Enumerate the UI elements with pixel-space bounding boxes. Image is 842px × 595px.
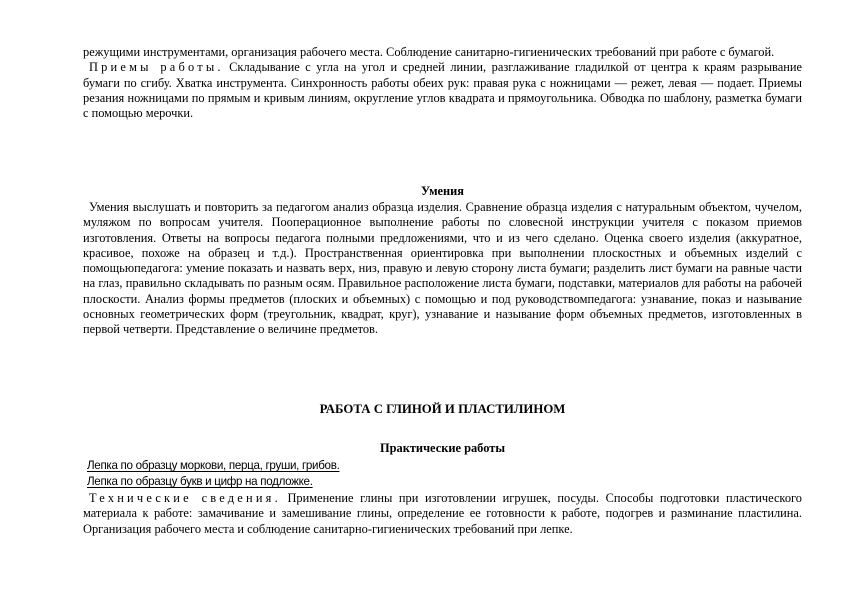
section-skills <box>83 200 802 338</box>
technical-info-lead: Технические сведения. <box>89 491 281 505</box>
practical-works-heading: Практические работы <box>379 441 505 455</box>
paragraph-paper-tools: режущими инструментами, организация рабочего места. Соблюдение санитарно-гигиенических требований при работе с бумагой. <box>83 45 775 59</box>
section-paper-work <box>83 45 802 121</box>
technical-info-text: Применение глины при изготовлении игрушек, посуды. Способы подготовки пластического материала к работе: замачивание и замешивание глины, определение ее готовности к работе, подогрев и разминание пластилина. Организация рабочего места и соблюдение санитарно-гигиенических требований при лепке. <box>83 491 802 536</box>
work-methods-text: Складывание с угла на угол и средней линии, разглаживание гладилкой от центра к краям разрывание бумаги по сгибу. Хватка инструмента. Синхронность работы обеих рук: правая рука с ножницами — режет, левая — подает. Приемы резания ножницами по прямым и кривым линиям, округление углов квадрата и прямоугольника. Обводка по шаблону, разметка бумаги с помощью мерочки. <box>83 60 802 121</box>
paragraph-technical-info <box>83 491 802 537</box>
practical-item-2: Лепка по образцу букв и цифр на подложке. <box>87 475 313 488</box>
paragraph-work-methods <box>83 60 802 121</box>
paragraph-skills: Умения выслушать и повторить за педагогом анализ образца изделия. Сравнение образца изделия с натуральным объектом, чучелом, муляжом по вопросам учителя. Пооперационное выполнение работы по словесной инструкции учителя с показом приемов изготовления. Ответы на вопросы педагога полными предложениями, что и из чего сделано. Оценка своего изделия (аккуратное, красивое, похоже на образец и т.д.). Пространственная ориентировка при выполнении плоскостных и объемных изделий с помощьюпедагога: умение показать и назвать верх, низ, правую и левую сторону листа бумаги; разделить лист бумаги на равные части на глаз, правильно складывать по разным осям. Правильное расположение листа бумаги, подставки, материалов для работы на рабочей плоскости. Анализ формы предметов (плоских и объемных) с помощью и под руководствомпедагога: узнавание, показ и называние основных геометрических форм (треугольник, квадрат, круг), узнавание и называние форм объемных предметов, изготовленных в первой четверти. Представление о величине предметов. <box>83 200 802 337</box>
skills-heading: Умения <box>421 184 464 198</box>
work-methods-lead: Приемы работы. <box>89 60 224 75</box>
practical-item-1: Лепка по образцу моркови, перца, груши, грибов. <box>87 459 340 472</box>
clay-section-heading: РАБОТА С ГЛИНОЙ И ПЛАСТИЛИНОМ <box>319 402 566 416</box>
section-technical-info <box>83 491 802 537</box>
